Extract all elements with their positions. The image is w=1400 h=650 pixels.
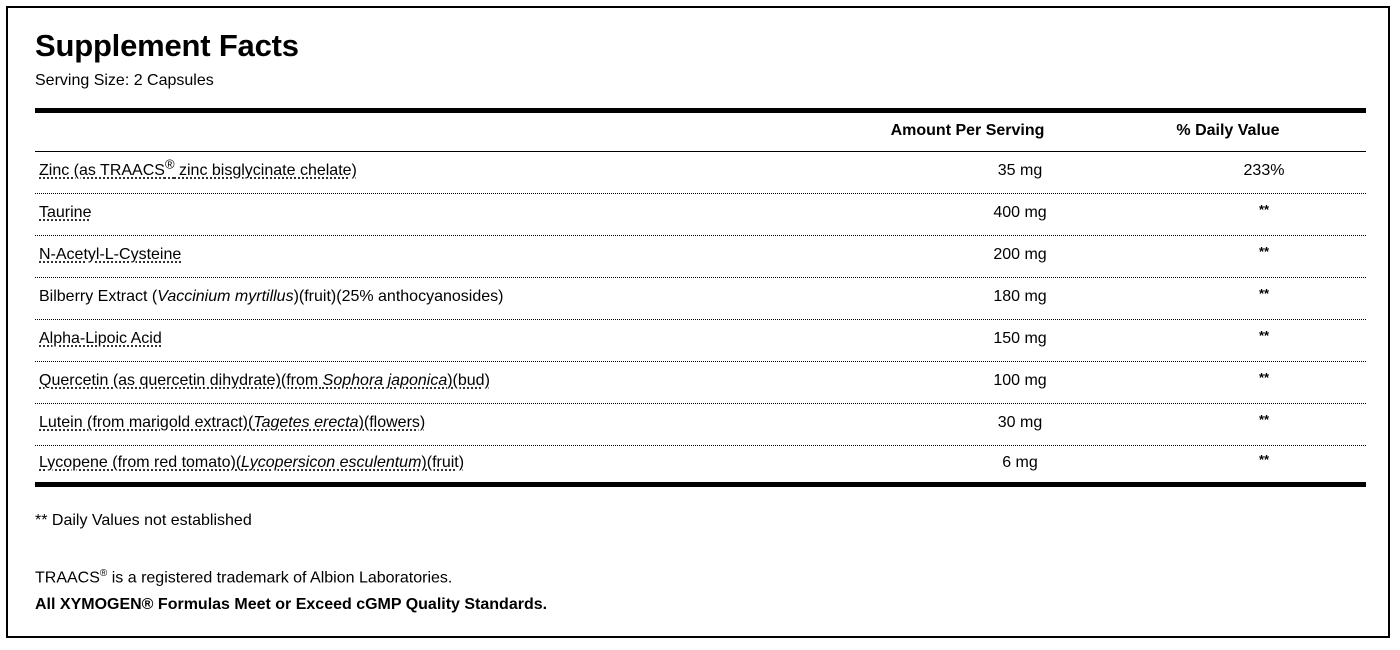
nutrient-amount: 30 mg <box>997 414 1043 431</box>
daily-values-footnote: ** Daily Values not established <box>35 512 252 529</box>
nutrient-daily-value: ** <box>1258 452 1270 467</box>
nutrient-amount: 200 mg <box>993 246 1047 263</box>
label-title: Supplement Facts <box>35 28 299 63</box>
nutrient-row-bilberry <box>35 278 1366 320</box>
nutrient-row-lutein <box>35 404 1366 446</box>
nutrient-daily-value: 233% <box>1243 162 1285 179</box>
nutrient-daily-value: ** <box>1258 202 1270 217</box>
nutrient-name: Alpha-Lipoic Acid <box>39 330 162 347</box>
nutrient-daily-value: ** <box>1258 412 1270 427</box>
trademark-footnote: TRAACS® is a registered trademark of Albion Laboratories. <box>35 568 453 587</box>
nutrient-name: Lutein (from marigold extract)(Tagetes erecta)(flowers) <box>39 414 426 431</box>
nutrient-row-alpha-lipoic-acid <box>35 320 1366 362</box>
nutrient-daily-value: ** <box>1258 244 1270 259</box>
nutrient-row-zinc <box>35 152 1366 194</box>
nutrient-row-quercetin <box>35 362 1366 404</box>
nutrient-amount: 100 mg <box>993 372 1047 389</box>
nutrient-name: Bilberry Extract (Vaccinium myrtillus)(fruit)(25% anthocyanosides) <box>39 288 504 305</box>
nutrient-daily-value: ** <box>1258 370 1270 385</box>
nutrient-amount: 180 mg <box>993 288 1047 305</box>
nutrient-name: Taurine <box>39 204 92 221</box>
nutrient-row-taurine <box>35 194 1366 236</box>
nutrient-amount: 400 mg <box>993 204 1047 221</box>
nutrient-amount: 35 mg <box>997 162 1043 179</box>
nutrient-name: Lycopene (from red tomato)(Lycopersicon esculentum)(fruit) <box>39 454 465 471</box>
nutrient-name: Quercetin (as quercetin dihydrate)(from Sophora japonica)(bud) <box>39 372 490 389</box>
nutrient-row-lycopene <box>35 444 1366 482</box>
quality-statement: All XYMOGEN® Formulas Meet or Exceed cGMP Quality Standards. <box>35 596 548 613</box>
amount-column-header: Amount Per Serving <box>890 122 1045 139</box>
nutrient-daily-value: ** <box>1258 328 1270 343</box>
nutrient-row-nac <box>35 236 1366 278</box>
bottom-rule <box>35 482 1366 487</box>
nutrient-name: N-Acetyl-L-Cysteine <box>39 246 182 263</box>
nutrient-daily-value: ** <box>1258 286 1270 301</box>
nutrient-amount: 6 mg <box>1002 454 1038 471</box>
nutrient-name: Zinc (as TRAACS® zinc bisglycinate chelate) <box>39 156 357 179</box>
serving-size: Serving Size: 2 Capsules <box>35 72 214 89</box>
nutrient-amount: 150 mg <box>993 330 1047 347</box>
top-rule <box>35 108 1366 113</box>
daily-value-column-header: % Daily Value <box>1176 122 1280 139</box>
